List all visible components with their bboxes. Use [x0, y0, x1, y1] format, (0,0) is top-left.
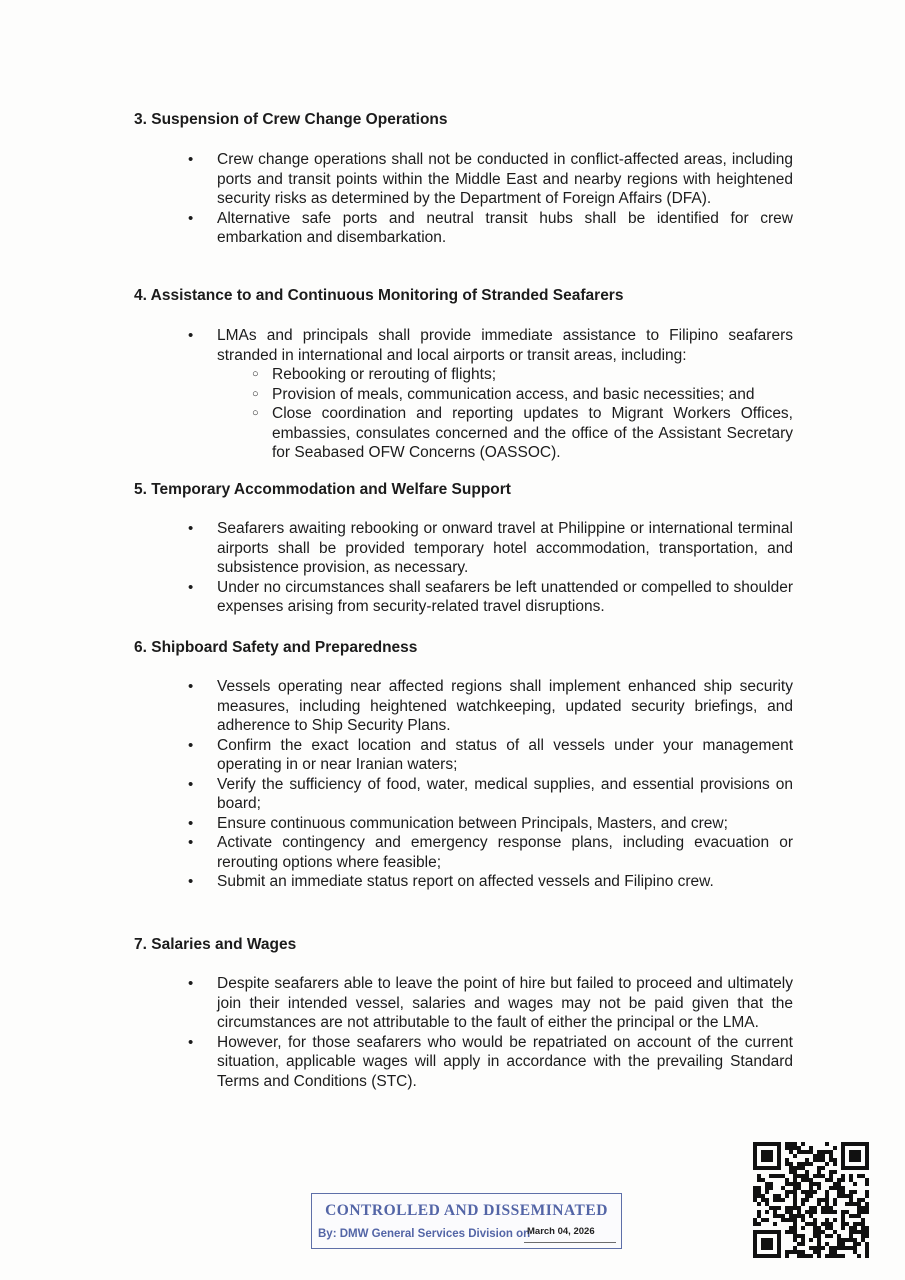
- bullet-item: • Under no circumstances shall seafarers be left unattended or compelled to shoulder expenses arising from security-related travel disruptions.: [134, 578, 793, 617]
- bullet-list: [134, 677, 814, 892]
- bullet-item: • Ensure continuous communication between Principals, Masters, and crew;: [134, 814, 793, 834]
- section-7: [134, 935, 814, 1091]
- controlled-stamp: [311, 1193, 622, 1249]
- section-heading: 5. Temporary Accommodation and Welfare Support: [134, 481, 511, 498]
- bullet-list: [134, 974, 814, 1091]
- section-heading: 3. Suspension of Crew Change Operations: [134, 111, 448, 128]
- bullet-item: • Seafarers awaiting rebooking or onward travel at Philippine or international terminal airports shall be provided temporary hotel accommodation, transportation, and subsistence provision, as necessary.: [134, 519, 793, 578]
- section-3: [134, 110, 814, 248]
- section-heading: 6. Shipboard Safety and Preparedness: [134, 639, 418, 656]
- bullet-list: [134, 326, 814, 463]
- stamp-title: CONTROLLED AND DISSEMINATED: [325, 1202, 608, 1219]
- bullet-item: • Despite seafarers able to leave the point of hire but failed to proceed and ultimately join their intended vessel, salaries and wages may not be paid given that the circumstances are not attributable to the fault of either the principal or the LMA.: [134, 974, 793, 1033]
- sub-item: ○ Close coordination and reporting updates to Migrant Workers Offices, embassies, consulates concerned and the office of the Assistant Secretary for Seabased OFW Concerns (OASSOC).: [217, 404, 793, 463]
- qr-code-icon: [753, 1142, 869, 1258]
- sub-item: ○ Provision of meals, communication access, and basic necessities; and: [217, 385, 793, 405]
- section-5: [134, 480, 814, 617]
- bullet-item: • Confirm the exact location and status of all vessels under your management operating in or near Iranian waters;: [134, 736, 793, 775]
- bullet-item: • Crew change operations shall not be conducted in conflict-affected areas, including ports and transit points within the Middle East and nearby regions with heightened security risks as determined by the Department of Foreign Affairs (DFA).: [134, 150, 793, 209]
- section-heading: 7. Salaries and Wages: [134, 936, 297, 953]
- section-6: [134, 638, 814, 892]
- bullet-item: • Submit an immediate status report on affected vessels and Filipino crew.: [134, 872, 793, 892]
- section-heading: 4. Assistance to and Continuous Monitoring of Stranded Seafarers: [134, 287, 624, 304]
- bullet-item: • Vessels operating near affected regions shall implement enhanced ship security measures, including heightened watchkeeping, updated security briefings, and adherence to Ship Security Plans.: [134, 677, 793, 736]
- bullet-item: • However, for those seafarers who would be repatriated on account of the current situation, applicable wages will apply in accordance with the prevailing Standard Terms and Conditions (STC).: [134, 1033, 793, 1092]
- bullet-list: [134, 150, 814, 248]
- stamp-date: March 04, 2026: [527, 1226, 595, 1237]
- stamp-underline: [524, 1242, 616, 1243]
- bullet-item: • Verify the sufficiency of food, water, medical supplies, and essential provisions on board;: [134, 775, 793, 814]
- sub-item: ○ Rebooking or rerouting of flights;: [217, 365, 793, 385]
- bullet-item: [134, 326, 793, 463]
- sub-list: [217, 365, 793, 463]
- stamp-by-line: By: DMW General Services Division on: [318, 1228, 531, 1240]
- bullet-list: [134, 519, 814, 617]
- bullet-item: • Activate contingency and emergency response plans, including evacuation or rerouting options where feasible;: [134, 833, 793, 872]
- bullet-item: • Alternative safe ports and neutral transit hubs shall be identified for crew embarkation and disembarkation.: [134, 209, 793, 248]
- bullet-text: LMAs and principals shall provide immediate assistance to Filipino seafarers stranded in international and local airports or transit areas, including:: [217, 327, 793, 364]
- section-4: [134, 286, 814, 463]
